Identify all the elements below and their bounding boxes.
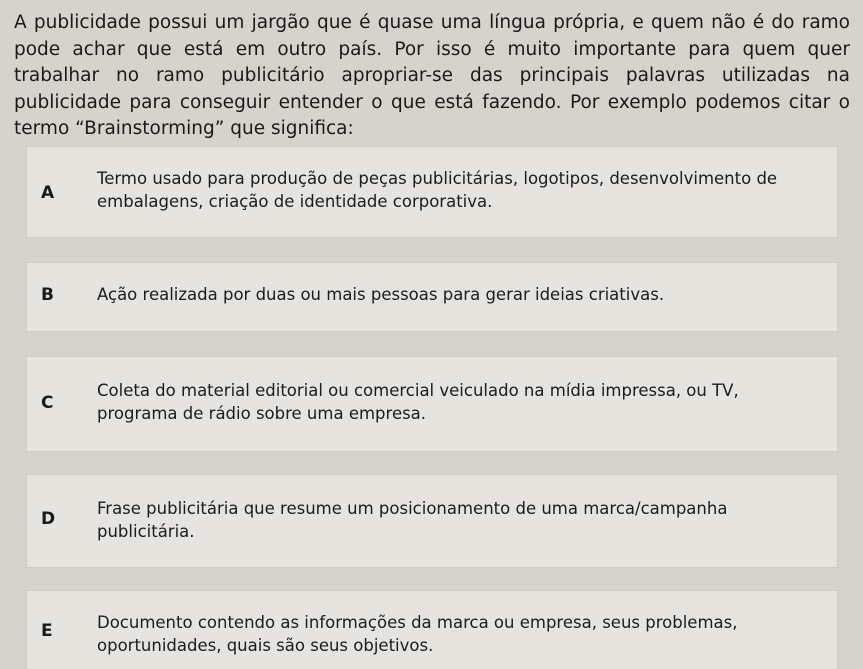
question-text: A publicidade possui um jargão que é quase uma língua própria, e quem não é do ramo pode achar que está em outro país. Por isso é muito importante para quem quer trabalhar no ramo publicitário apropriar-se das principais palavras utilizadas na publicidade para conseguir entender o que está fazendo. Por exemplo podemos citar o termo “Brainstorming” que significa:: [14, 12, 850, 139]
option-text: Ação realizada por duas ou mais pessoas para gerar ideias criativas.: [97, 285, 665, 304]
option-letter: B: [41, 285, 54, 305]
option-a[interactable]: [26, 146, 838, 238]
option-e[interactable]: [26, 590, 838, 669]
option-text: Frase publicitária que resume um posicionamento de uma marca/campanha publicitária.: [97, 499, 728, 541]
option-c[interactable]: [26, 356, 838, 452]
option-letter: E: [41, 621, 53, 641]
option-letter: C: [41, 393, 54, 413]
option-letter: D: [41, 509, 56, 529]
option-d[interactable]: [26, 474, 838, 568]
option-b[interactable]: [26, 262, 838, 332]
option-text: Coleta do material editorial ou comercial veiculado na mídia impressa, ou TV, programa de rádio sobre uma empresa.: [97, 381, 739, 423]
option-text: Documento contendo as informações da marca ou empresa, seus problemas, oportunidades, quais são seus objetivos.: [97, 613, 738, 655]
option-text: Termo usado para produção de peças publicitárias, logotipos, desenvolvimento de embalagens, criação de identidade corporativa.: [97, 169, 778, 211]
option-letter: A: [41, 183, 55, 203]
